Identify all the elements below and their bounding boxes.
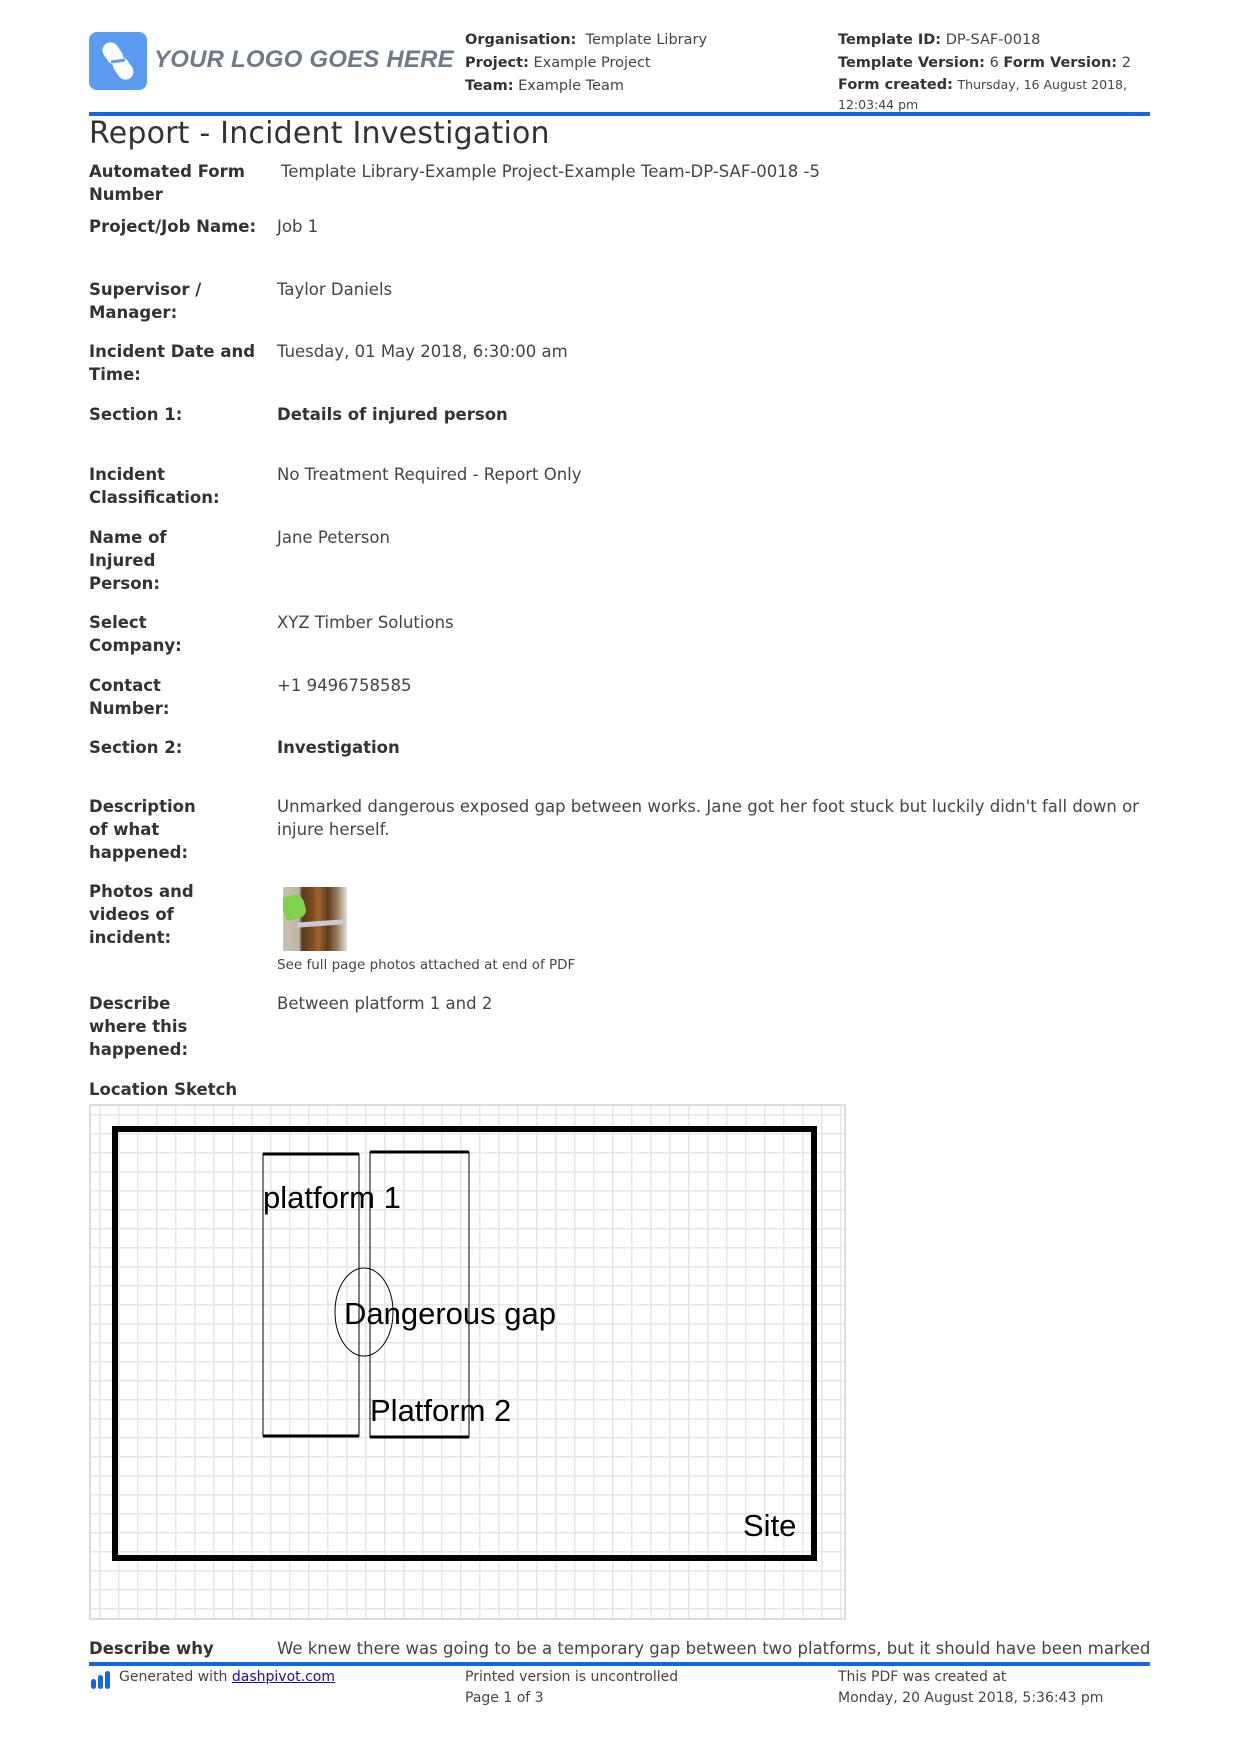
form-version-value: 2 xyxy=(1121,55,1131,71)
field-label-injured-person: Name of Injured Person: xyxy=(89,528,167,593)
template-version-label: Template Version: xyxy=(838,55,985,71)
field-value-contact-number: +1 9496758585 xyxy=(277,676,412,695)
location-sketch-label: Location Sketch xyxy=(89,1080,238,1099)
section-1-label: Section 1: xyxy=(89,405,183,424)
template-id-label: Template ID: xyxy=(838,32,942,48)
field-label-project-job-name: Project/Job Name: xyxy=(89,217,257,236)
template-version-value: 6 xyxy=(989,55,999,71)
header-meta-organisation xyxy=(465,29,825,98)
field-label-description: Description of what happened: xyxy=(89,797,196,862)
section-1-title: Details of injured person xyxy=(277,405,508,424)
field-value-incident-classification: No Treatment Required - Report Only xyxy=(277,465,582,484)
version-line xyxy=(838,52,1158,75)
header-meta-template xyxy=(838,29,1158,115)
team-label: Team: xyxy=(465,78,514,94)
field-value-incident-date: Tuesday, 01 May 2018, 6:30:00 am xyxy=(277,342,568,361)
section-2-label: Section 2: xyxy=(89,738,183,757)
field-value-automated-form-number: Template Library-Example Project-Example Team-DP-SAF-0018 -5 xyxy=(281,162,820,181)
footer-page-info xyxy=(465,1667,678,1709)
project-label: Project: xyxy=(465,55,529,71)
sketch-drawing xyxy=(91,1106,844,1618)
generated-with xyxy=(119,1667,335,1688)
field-label-automated-form-number: Automated Form Number xyxy=(89,162,245,204)
team-value: Example Team xyxy=(518,78,624,94)
logo-icon xyxy=(89,32,147,90)
field-label-select-company: Select Company: xyxy=(89,613,182,655)
organisation-line xyxy=(465,29,825,52)
photo-tape xyxy=(297,919,343,927)
pdf-created-value: Monday, 20 August 2018, 5:36:43 pm xyxy=(838,1690,1104,1706)
footer-divider xyxy=(89,1662,1150,1666)
template-id-line xyxy=(838,29,1158,52)
form-created-label: Form created: xyxy=(838,77,953,93)
field-value-project-job-name: Job 1 xyxy=(277,217,319,236)
location-sketch xyxy=(89,1104,846,1620)
field-label-incident-classification: Incident Classification: xyxy=(89,465,220,507)
pdf-created-label: This PDF was created at xyxy=(838,1669,1007,1685)
field-value-injured-person: Jane Peterson xyxy=(277,528,390,547)
field-value-description: Unmarked dangerous exposed gap between works. Jane got her foot stuck but luckily didn't fall down or injure herself. xyxy=(277,797,1139,839)
field-value-describe-why: We knew there was going to be a temporary gap between two platforms, but it should have been marked xyxy=(277,1639,1151,1658)
organisation-label: Organisation: xyxy=(465,32,577,48)
dashpivot-link[interactable]: dashpivot.com xyxy=(231,1669,335,1685)
site-label: Site xyxy=(743,1508,797,1543)
project-line xyxy=(465,52,825,75)
photo-attachment-note: See full page photos attached at end of PDF xyxy=(277,957,576,973)
footer-pdf-created xyxy=(838,1667,1103,1709)
platform-2-label: Platform 2 xyxy=(370,1393,512,1428)
form-created-line xyxy=(838,75,1158,115)
incident-photo-thumbnail[interactable] xyxy=(283,887,347,951)
page-number: Page 1 of 3 xyxy=(465,1690,544,1706)
field-label-describe-why: Describe why xyxy=(89,1639,214,1658)
form-version-label: Form Version: xyxy=(1003,55,1118,71)
page-title: Report - Incident Investigation xyxy=(89,116,550,151)
generated-prefix: Generated with xyxy=(119,1669,228,1685)
field-value-where: Between platform 1 and 2 xyxy=(277,994,493,1013)
project-value: Example Project xyxy=(533,55,651,71)
field-label-incident-date: Incident Date and Time: xyxy=(89,342,256,384)
dashpivot-icon xyxy=(91,1671,113,1693)
uncontrolled-notice: Printed version is uncontrolled xyxy=(465,1669,679,1685)
dangerous-gap-label: Dangerous gap xyxy=(344,1296,556,1331)
platform-1-label: platform 1 xyxy=(263,1180,401,1215)
template-id-value: DP-SAF-0018 xyxy=(945,32,1041,48)
field-label-contact-number: Contact Number: xyxy=(89,676,170,718)
photo-glove xyxy=(283,893,308,922)
section-2-title: Investigation xyxy=(277,738,400,757)
field-label-where: Describe where this happened: xyxy=(89,994,189,1059)
field-label-photos: Photos and videos of incident: xyxy=(89,882,194,947)
organisation-value: Template Library xyxy=(585,32,708,48)
field-label-supervisor: Supervisor / Manager: xyxy=(89,280,202,322)
team-line xyxy=(465,75,825,98)
field-value-select-company: XYZ Timber Solutions xyxy=(277,613,454,632)
form-created-value: Thursday, 16 August 2018, 12:03:44 pm xyxy=(838,77,1127,112)
field-value-supervisor: Taylor Daniels xyxy=(277,280,393,299)
site-outline xyxy=(115,1129,814,1558)
logo-text: YOUR LOGO GOES HERE xyxy=(154,46,454,73)
